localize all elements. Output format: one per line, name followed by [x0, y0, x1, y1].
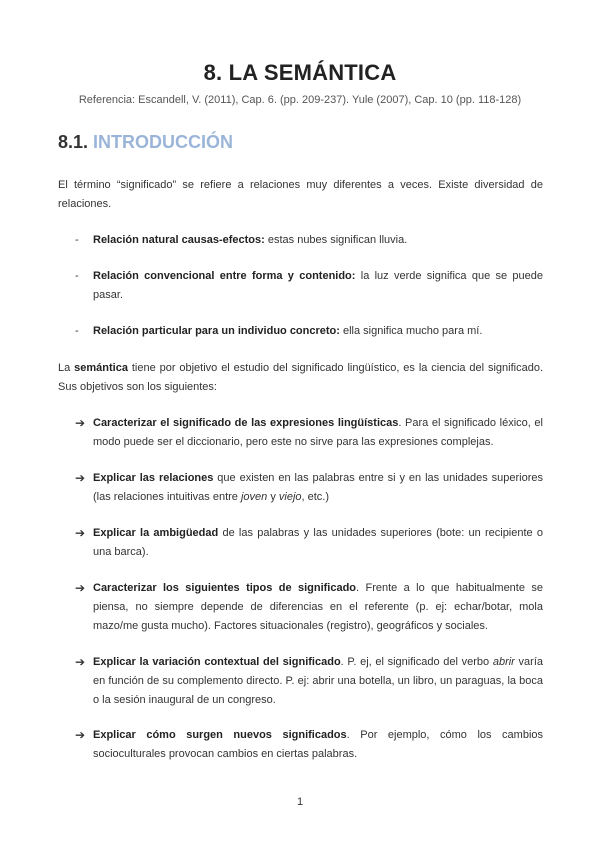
relation-label: Relación particular para un individuo concreto: [93, 325, 340, 337]
arrow-icon: ➔ [75, 728, 86, 742]
list-item [75, 267, 543, 305]
arrow-icon: ➔ [75, 471, 86, 485]
intro-paragraph: El término “significado” se refiere a relaciones muy diferentes a veces. Existe diversidad de relaciones. [58, 179, 543, 210]
arrow-icon: ➔ [75, 655, 86, 669]
semantics-term: semántica [74, 362, 128, 374]
objective-item: ➔ Explicar las relaciones que existen en las palabras entre si y en las unidades superiores (las relaciones intuitivas entre joven y viejo, etc.) [75, 471, 543, 503]
relation-text: la luz verde significa que se puede pasar. [93, 270, 543, 301]
section-number: 8.1. [58, 132, 89, 152]
page-number: 1 [296, 796, 304, 808]
relation-label: Relación convencional entre forma y contenido: [93, 270, 356, 282]
objective-item: ➔ Caracterizar el significado de las expresiones lingüísticas. Para el significado léxico, el modo puede ser el diccionario, pero este no sirve para las expresiones complejas. [75, 416, 543, 448]
semantics-paragraph: La semántica tiene por objetivo el estudio del significado lingüístico, es la ciencia del significado. Sus objetivos son los siguientes: [58, 362, 544, 393]
dash-bullet: - [75, 325, 79, 337]
objective-item: ➔ Caracterizar los siguientes tipos de significado. Frente a lo que habitualmente se piensa, no siempre depende de diferencias en el referente (p. ej: echar/botar, mola mazo/me gusta mucho). Factores situacionales (registro), geográficos y sociales. [75, 581, 543, 632]
section-heading [58, 132, 233, 153]
relation-label: Relación natural causas-efectos: [93, 234, 265, 246]
objective-item: ➔ Explicar cómo surgen nuevos significados. Por ejemplo, cómo los cambios socioculturales provocan cambios en ciertas palabras. [75, 728, 544, 760]
arrow-icon: ➔ [75, 416, 86, 430]
relation-text: ella significa mucho para mí. [339, 325, 483, 337]
page-title: 8. LA SEMÁNTICA [203, 60, 397, 85]
objective-item: ➔ Explicar la variación contextual del significado. P. ej, el significado del verbo abrir varía en función de su complemento directo. P. ej: abrir una botella, un libro, un paraguas, la boca o la sesión inaugural de un congreso. [75, 655, 543, 706]
arrow-icon: ➔ [75, 581, 86, 595]
list-item [75, 322, 543, 341]
objective-item: ➔ Explicar la ambigüedad de las palabras y las unidades superiores (bote: un recipiente o una barca). [75, 526, 544, 558]
arrow-icon: ➔ [75, 526, 86, 540]
list-item [75, 231, 543, 250]
relation-text: estas nubes significan lluvia. [264, 234, 408, 246]
section-title: INTRODUCCIÓN [93, 132, 234, 152]
dash-bullet: - [75, 270, 79, 282]
dash-bullet: - [75, 234, 79, 246]
reference-line: Referencia: Escandell, V. (2011), Cap. 6. (pp. 209-237). Yule (2007), Cap. 10 (pp. 118-128) [78, 94, 522, 106]
